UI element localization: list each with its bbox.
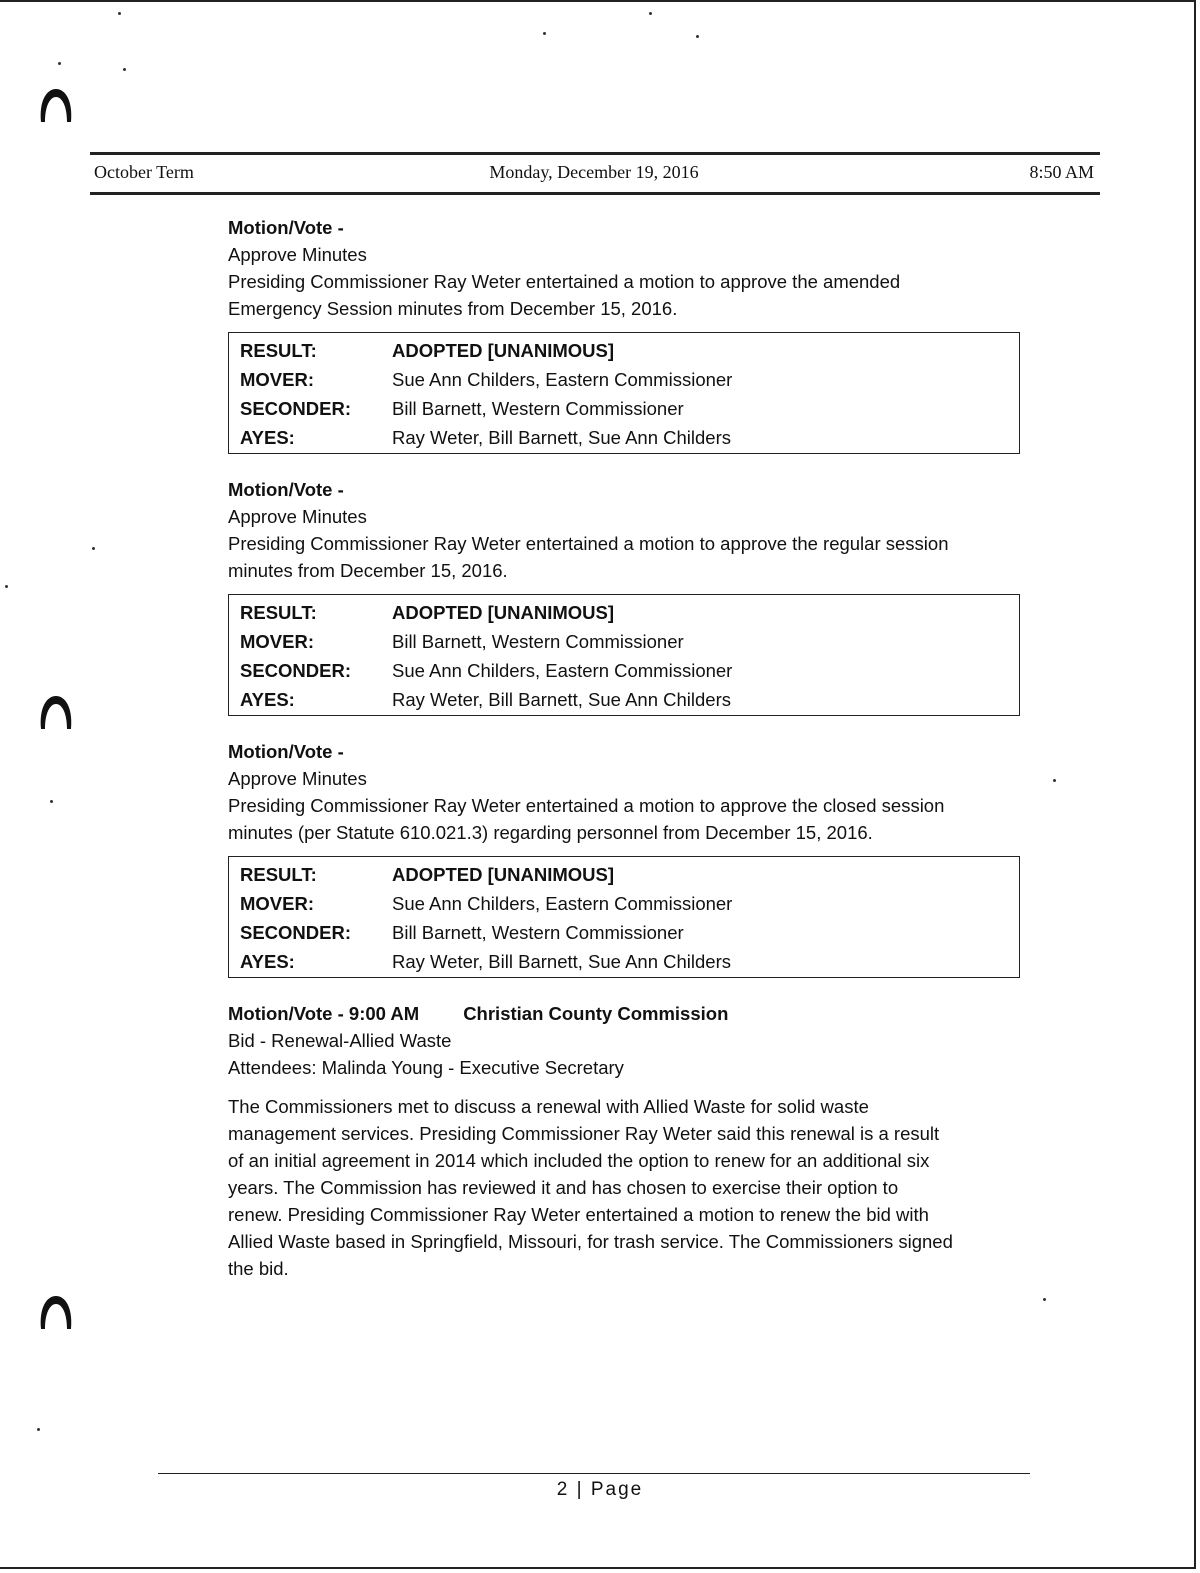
vote-row	[229, 860, 1019, 889]
bid-paragraph	[228, 1093, 1028, 1282]
motion-text-line: Emergency Session minutes from December 15, 2016.	[228, 298, 678, 319]
vote-value: Sue Ann Childers, Eastern Commissioner	[392, 893, 733, 914]
motion-section	[228, 214, 1028, 454]
paragraph-line: management services. Presiding Commissioner Ray Weter said this renewal is a result	[228, 1123, 940, 1144]
vote-row	[229, 889, 1019, 918]
motion-subtitle: Approve Minutes	[228, 768, 367, 789]
header-top-rule	[90, 152, 1100, 155]
scan-speck	[5, 585, 8, 588]
page-header	[94, 162, 1094, 188]
vote-label: SECONDER:	[240, 660, 352, 681]
motion-text-line: Presiding Commissioner Ray Weter entertained a motion to approve the amended	[228, 271, 901, 292]
header-bottom-rule	[90, 192, 1100, 195]
commission-name: Christian County Commission	[463, 1003, 729, 1024]
scan-border-top	[0, 0, 1194, 2]
header-date: Monday, December 19, 2016	[489, 162, 699, 182]
motion-subtitle: Approve Minutes	[228, 506, 367, 527]
vote-value: ADOPTED [UNANIMOUS]	[392, 602, 614, 623]
page-label: Page	[590, 1479, 644, 1500]
punch-hole-mark	[38, 86, 74, 124]
motion-subtitle: Approve Minutes	[228, 244, 367, 265]
vote-value: Bill Barnett, Western Commissioner	[392, 922, 684, 943]
vote-table	[228, 332, 1020, 454]
header-term: October Term	[94, 162, 194, 182]
vote-label: AYES:	[240, 689, 295, 710]
vote-row	[229, 918, 1019, 947]
paragraph-line: of an initial agreement in 2014 which included the option to renew for an additional six	[228, 1150, 930, 1171]
punch-hole-mark	[38, 693, 74, 731]
vote-label: SECONDER:	[240, 922, 352, 943]
bid-motion-heading	[228, 1000, 1028, 1027]
vote-value: ADOPTED [UNANIMOUS]	[392, 340, 614, 361]
scan-speck	[543, 32, 546, 35]
vote-label: MOVER:	[240, 369, 314, 390]
motion-section	[228, 738, 1028, 978]
page-number: 2	[556, 1479, 570, 1500]
motion-text-line: minutes (per Statute 610.021.3) regarding personnel from December 15, 2016.	[228, 822, 873, 843]
vote-label: RESULT:	[240, 864, 317, 885]
scan-speck	[696, 35, 699, 38]
vote-label: SECONDER:	[240, 398, 352, 419]
footer-rule	[158, 1473, 1030, 1474]
vote-table	[228, 594, 1020, 716]
scan-speck	[92, 547, 95, 550]
vote-label: AYES:	[240, 951, 295, 972]
vote-row	[229, 336, 1019, 365]
motion-text-line: Presiding Commissioner Ray Weter entertained a motion to approve the regular session	[228, 533, 949, 554]
vote-row	[229, 656, 1019, 685]
scan-speck	[58, 62, 61, 65]
attendees-line: Attendees: Malinda Young - Executive Secretary	[228, 1057, 624, 1078]
vote-label: MOVER:	[240, 631, 314, 652]
paragraph-line: the bid.	[228, 1258, 289, 1279]
vote-label: RESULT:	[240, 602, 317, 623]
vote-row	[229, 947, 1019, 976]
vote-value: Bill Barnett, Western Commissioner	[392, 631, 684, 652]
scan-border-right	[1194, 0, 1196, 1569]
vote-value: Sue Ann Childers, Eastern Commissioner	[392, 369, 733, 390]
vote-value: Sue Ann Childers, Eastern Commissioner	[392, 660, 733, 681]
page-footer: 2 | Page	[556, 1479, 644, 1500]
motion-time: 9:00 AM	[348, 1003, 420, 1024]
scan-speck	[50, 800, 53, 803]
vote-row	[229, 365, 1019, 394]
scan-speck	[1053, 779, 1056, 782]
motion-text-line: Presiding Commissioner Ray Weter entertained a motion to approve the closed session	[228, 795, 945, 816]
vote-row	[229, 627, 1019, 656]
paragraph-line: The Commissioners met to discuss a renewal with Allied Waste for solid waste	[228, 1096, 869, 1117]
minutes-content	[228, 214, 1028, 1304]
paragraph-line: years. The Commission has reviewed it and has chosen to exercise their option to	[228, 1177, 899, 1198]
vote-value: Bill Barnett, Western Commissioner	[392, 398, 684, 419]
scan-speck	[1043, 1298, 1046, 1301]
motion-title: Motion/Vote -	[228, 479, 344, 500]
motion-title: Motion/Vote -	[228, 1003, 344, 1024]
bid-section	[228, 1000, 1028, 1282]
paragraph-line: renew. Presiding Commissioner Ray Weter entertained a motion to renew the bid with	[228, 1204, 929, 1225]
bid-line: Bid - Renewal-Allied Waste	[228, 1030, 452, 1051]
vote-value: ADOPTED [UNANIMOUS]	[392, 864, 614, 885]
scan-speck	[123, 68, 126, 71]
vote-row	[229, 685, 1019, 714]
vote-value: Ray Weter, Bill Barnett, Sue Ann Childers	[392, 689, 731, 710]
vote-label: RESULT:	[240, 340, 317, 361]
scan-speck	[649, 12, 652, 15]
vote-row	[229, 598, 1019, 627]
vote-row	[229, 423, 1019, 452]
motion-text-line: minutes from December 15, 2016.	[228, 560, 508, 581]
motion-title: Motion/Vote -	[228, 741, 344, 762]
scan-speck	[118, 12, 121, 15]
motion-section	[228, 476, 1028, 716]
motion-title: Motion/Vote -	[228, 217, 344, 238]
vote-value: Ray Weter, Bill Barnett, Sue Ann Childers	[392, 951, 731, 972]
scan-border-bottom	[0, 1567, 1196, 1569]
header-time: 8:50 AM	[1029, 162, 1094, 182]
scan-speck	[37, 1428, 40, 1431]
paragraph-line: Allied Waste based in Springfield, Missouri, for trash service. The Commissioners signed	[228, 1231, 953, 1252]
vote-table	[228, 856, 1020, 978]
punch-hole-mark	[38, 1293, 74, 1331]
vote-row	[229, 394, 1019, 423]
vote-value: Ray Weter, Bill Barnett, Sue Ann Childers	[392, 427, 731, 448]
vote-label: MOVER:	[240, 893, 314, 914]
vote-label: AYES:	[240, 427, 295, 448]
